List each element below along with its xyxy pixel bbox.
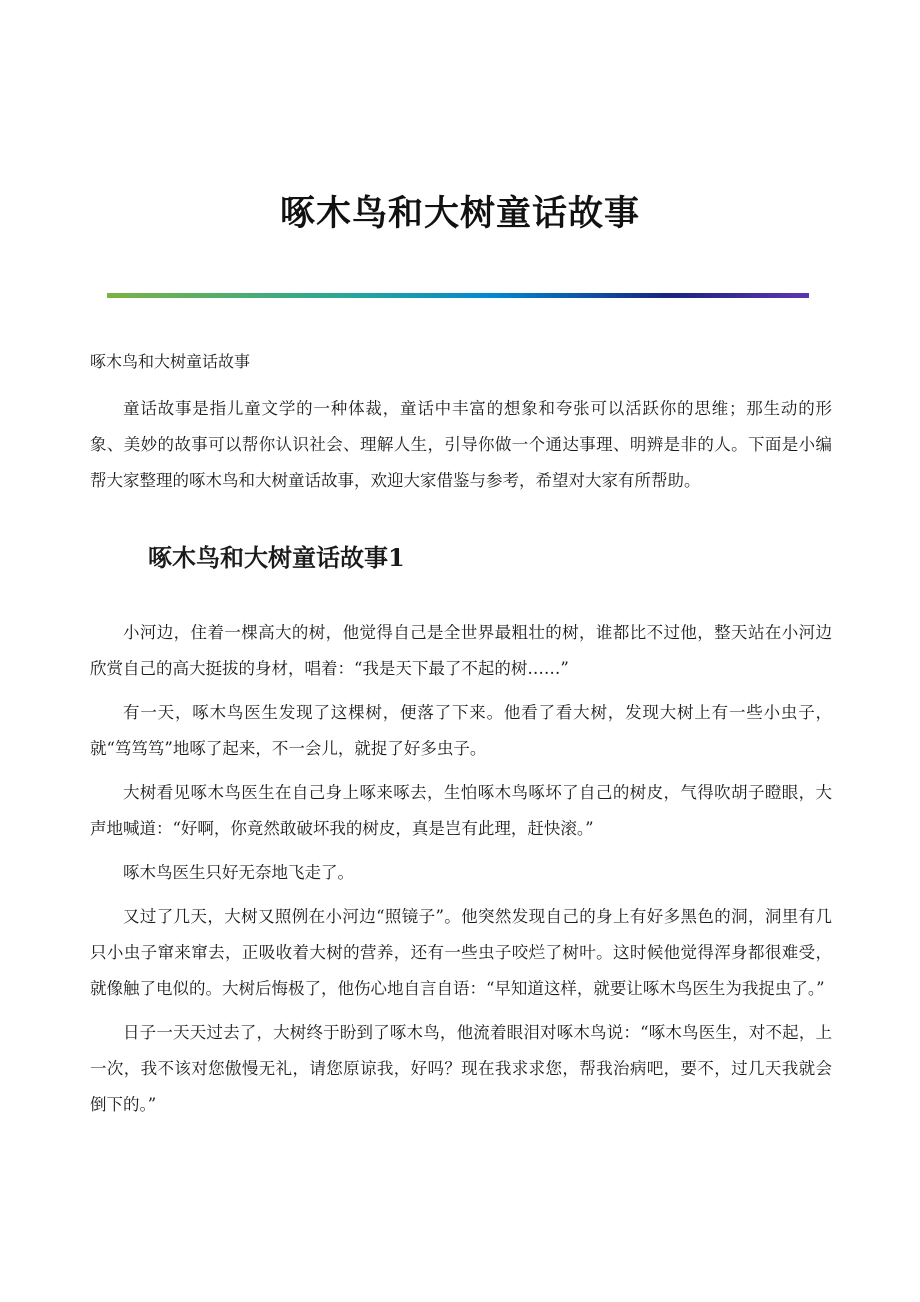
story-paragraph: 小河边，住着一棵高大的树，他觉得自己是全世界最粗壮的树，谁都比不过他，整天站在小河边欣赏自己的高大挺拔的身材，唱着：“我是天下最了不起的树……” — [90, 623, 832, 678]
story-paragraph: 又过了几天，大树又照例在小河边“照镜子”。他突然发现自己的身上有好多黑色的洞，洞里有几只小虫子窜来窜去，正吸收着大树的营养，还有一些虫子咬烂了树叶。这时候他觉得浑身都很难受，就像触了电似的。大树后悔极了，他伤心地自言自语：“早知道这样，就要让啄木鸟医生为我捉虫了。” — [90, 907, 832, 998]
section-heading: 啄木鸟和大树童话故事1 — [148, 543, 405, 572]
story-paragraph: 有一天，啄木鸟医生发现了这棵树，便落了下来。他看了看大树，发现大树上有一些小虫子，就“笃笃笃”地啄了起来，不一会儿，就捉了好多虫子。 — [90, 703, 832, 758]
story-paragraph: 大树看见啄木鸟医生在自己身上啄来啄去，生怕啄木鸟啄坏了自己的树皮，气得吹胡子瞪眼，大声地喊道：“好啊，你竟然敢破坏我的树皮，真是岂有此理，赶快滚。” — [90, 783, 832, 838]
document-body — [90, 349, 832, 1123]
document-subtitle: 啄木鸟和大树童话故事 — [90, 352, 251, 371]
page-title: 啄木鸟和大树童话故事 — [279, 193, 640, 234]
story-paragraph: 日子一天天过去了，大树终于盼到了啄木鸟，他流着眼泪对啄木鸟说：“啄木鸟医生，对不起，上一次，我不该对您傲慢无礼，请您原谅我，好吗？现在我求求您，帮我治病吧，要不，过几天我就会倒下的。” — [90, 1023, 832, 1114]
intro-paragraph: 童话故事是指儿童文学的一种体裁，童话中丰富的想象和夸张可以活跃你的思维；那生动的形象、美妙的故事可以帮你认识社会、理解人生，引导你做一个通达事理、明辨是非的人。下面是小编帮大家整理的啄木鸟和大树童话故事，欢迎大家借鉴与参考，希望对大家有所帮助。 — [90, 399, 832, 490]
story-paragraph: 啄木鸟医生只好无奈地飞走了。 — [123, 863, 354, 882]
title-divider — [107, 293, 809, 298]
